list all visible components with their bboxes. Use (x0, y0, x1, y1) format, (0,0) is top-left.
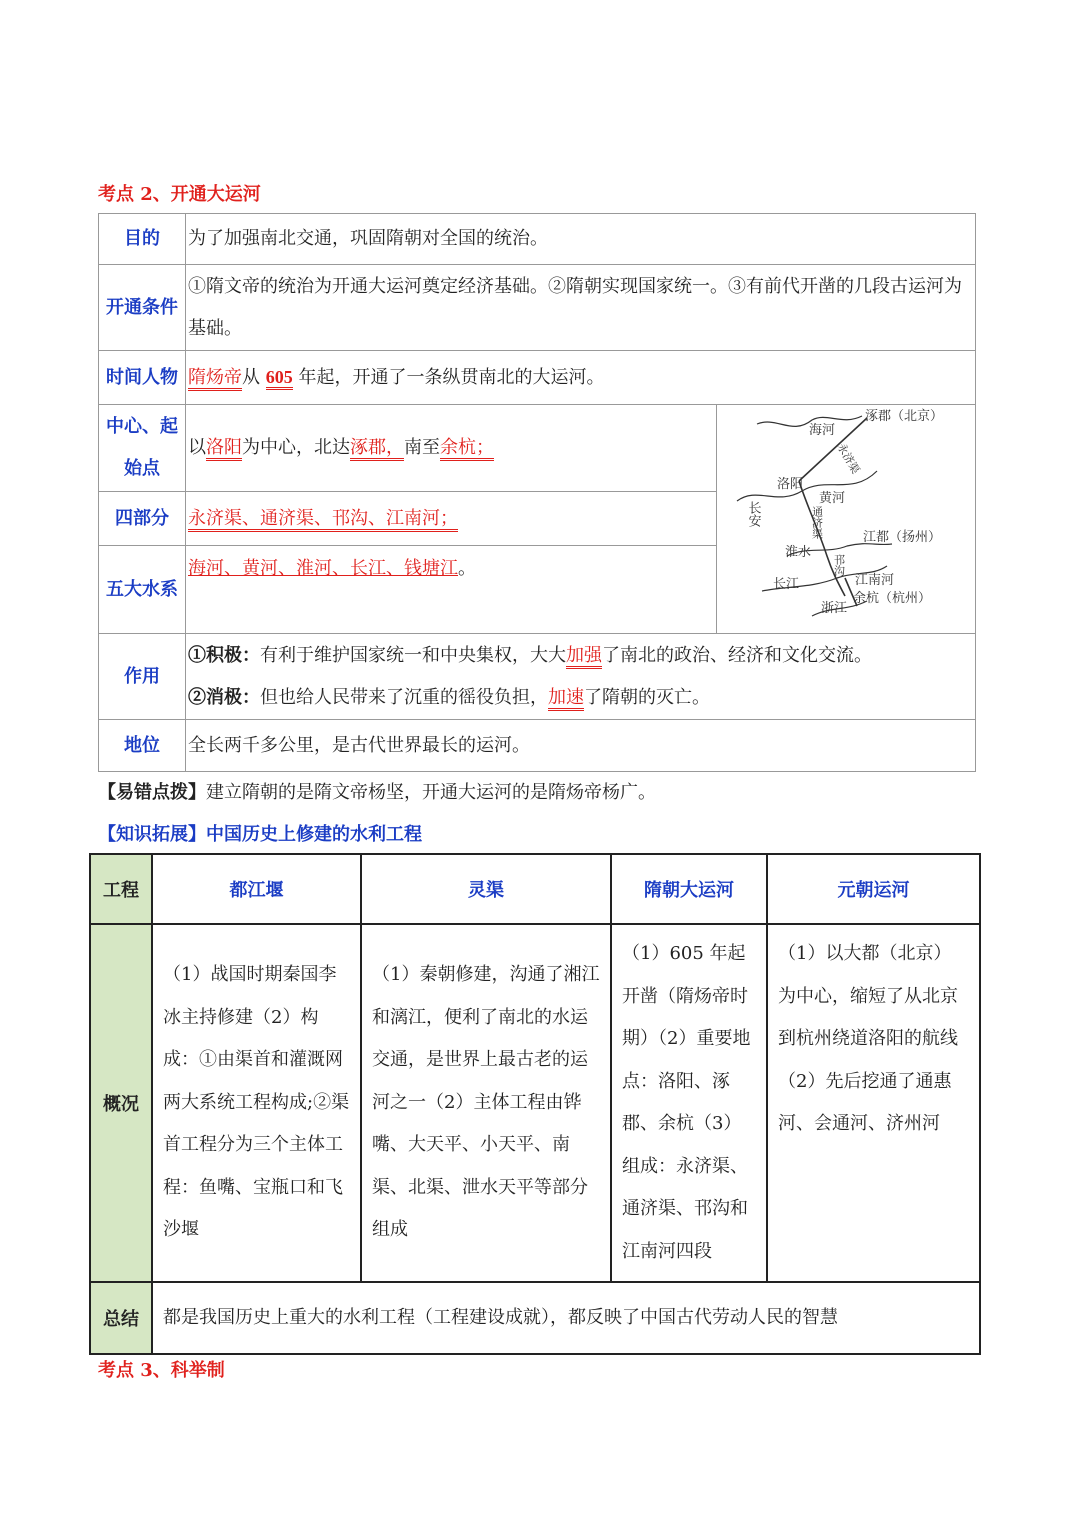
row-purpose (99, 214, 976, 265)
label-purpose: 目的 (99, 214, 186, 265)
map-huanghe-line (737, 471, 877, 501)
row-conditions (99, 265, 976, 351)
map-label-jiangdu: 江都（扬州） (863, 530, 942, 545)
key-parts: 永济渠、通济渠、邗沟、江南河； (188, 508, 458, 532)
text-center-mid: 为中心，北达 (242, 437, 350, 458)
t2-header-3: 元朝运河 (767, 854, 980, 924)
map-label-zhejiang: 浙江 (821, 601, 848, 616)
text-conditions: ①隋文帝的统治为开通大运河奠定经济基础。②隋朝实现国家统一。③有前代开凿的几段古运河为基础。 (186, 265, 976, 351)
key-rivers: 海河、黄河、淮河、长江、钱塘江 (188, 558, 458, 579)
key-strengthen: 加强 (566, 645, 602, 669)
text-center-south: 南至 (404, 437, 440, 458)
note-line (98, 778, 656, 804)
effect-positive (188, 635, 973, 677)
text-center (186, 405, 717, 492)
text-purpose: 为了加强南北交通，巩固隋朝对全国的统治。 (186, 214, 976, 265)
t2-overview-label: 概况 (90, 924, 152, 1282)
t2-summary-label: 总结 (90, 1282, 152, 1354)
effect-positive-pre: 有利于维护国家统一和中央集权，大大 (260, 644, 566, 666)
label-center-2: 始点 (124, 458, 160, 479)
t2-overview-2: （1）605 年起开凿（隋炀帝时期）（2）重要地点：洛阳、涿郡、余杭（3）组成：永济渠、通济渠、邗沟和江南河四段 (611, 924, 767, 1282)
canal-map (717, 405, 976, 634)
map-label-luoyang: 洛阳 (777, 477, 804, 492)
section-2-title: 考点 2、开通大运河 (98, 184, 261, 205)
key-accelerate: 加速 (548, 687, 584, 711)
map-label-zhuojun: 涿郡（北京） (865, 409, 944, 424)
extension-line (98, 820, 422, 846)
label-rivers: 五大水系 (99, 546, 186, 634)
row-status (99, 720, 976, 772)
label-center-1: 中心、起 (106, 416, 178, 437)
canal-table (98, 213, 976, 772)
map-label-changjiang: 长江 (773, 577, 800, 592)
t2-overview-0: （1）战国时期秦国李冰主持修建（2）构成：①由渠首和灌溉网两大系统工程构成;②渠首工程分为三个主体工程：鱼嘴、宝瓶口和飞沙堰 (152, 924, 361, 1282)
label-conditions: 开通条件 (99, 265, 186, 351)
key-emperor: 隋炀帝 (188, 367, 242, 391)
row-effect (99, 634, 976, 720)
key-yuhang: 余杭； (440, 437, 494, 461)
map-label-jiangnan: 江南河 (855, 573, 895, 588)
map-label-tongji: 通济渠 (810, 506, 824, 539)
t2-overview-1: （1）秦朝修建，沟通了湘江和漓江，便利了南北的水运交通，是世界上最古老的运河之一（2）主体工程由铧嘴、大天平、小天平、南渠、北渠、泄水天平等部分组成 (361, 924, 611, 1282)
row-time (99, 351, 976, 405)
t2-summary: 都是我国历史上重大的水利工程（工程建设成就），都反映了中国古代劳动人民的智慧 (152, 1282, 980, 1354)
t2-header-label: 工程 (90, 854, 152, 924)
effect-negative-pre: 但也给人民带来了沉重的徭役负担， (260, 686, 548, 708)
map-label-huaishui: 淮水 (785, 545, 812, 560)
key-year: 605 (266, 367, 293, 390)
map-label-yuhang: 余杭（杭州） (853, 591, 932, 606)
effect-negative (188, 677, 973, 719)
t2-header-0: 都江堰 (152, 854, 361, 924)
effect-positive-post: 了南北的政治、经济和文化交流。 (602, 644, 872, 666)
effect-negative-post: 了隋朝的灭亡。 (584, 686, 710, 708)
note-label: 【易错点拨】 (98, 782, 206, 803)
text-time-rest: 年起，开通了一条纵贯南北的大运河。 (298, 367, 605, 388)
key-zhuojun: 涿郡， (350, 437, 404, 461)
t2-summary-row (90, 1282, 980, 1354)
water-projects-table (89, 853, 981, 1355)
map-label-haihe: 海河 (809, 423, 836, 438)
label-status: 地位 (99, 720, 186, 772)
label-time: 时间人物 (99, 351, 186, 405)
text-from: 从 (242, 367, 260, 388)
extension-label: 【知识拓展】 (98, 824, 206, 845)
extension-text: 中国历史上修建的水利工程 (206, 824, 422, 845)
note-text: 建立隋朝的是隋文帝杨坚，开通大运河的是隋炀帝杨广。 (206, 782, 656, 803)
text-effect (186, 634, 976, 720)
canal-map-svg (717, 406, 975, 632)
key-luoyang: 洛阳 (206, 437, 242, 461)
section-3-title: 考点 3、科举制 (98, 1360, 225, 1381)
text-rivers-end: 。 (458, 558, 476, 579)
map-label-changan: 长安 (745, 501, 761, 527)
t2-overview-row (90, 924, 980, 1282)
label-center (99, 405, 186, 492)
t2-header-2: 隋朝大运河 (611, 854, 767, 924)
text-center-pre: 以 (188, 437, 206, 458)
map-label-yongji: 永济渠 (834, 441, 863, 477)
t2-header-1: 灵渠 (361, 854, 611, 924)
row-center (99, 405, 976, 492)
label-effect: 作用 (99, 634, 186, 720)
t2-overview-3: （1）以大都（北京）为中心，缩短了从北京到杭州绕道洛阳的航线（2）先后挖通了通惠河、会通河、济州河 (767, 924, 980, 1282)
text-parts (186, 492, 717, 546)
effect-negative-label: ②消极： (188, 686, 260, 708)
t2-header-row (90, 854, 980, 924)
text-time (186, 351, 976, 405)
map-label-hangou: 邗沟 (832, 554, 846, 576)
effect-positive-label: ①积极： (188, 644, 260, 666)
text-status: 全长两千多公里，是古代世界最长的运河。 (186, 720, 976, 772)
text-rivers (186, 546, 717, 634)
label-parts: 四部分 (99, 492, 186, 546)
map-label-huanghe: 黄河 (819, 491, 846, 506)
